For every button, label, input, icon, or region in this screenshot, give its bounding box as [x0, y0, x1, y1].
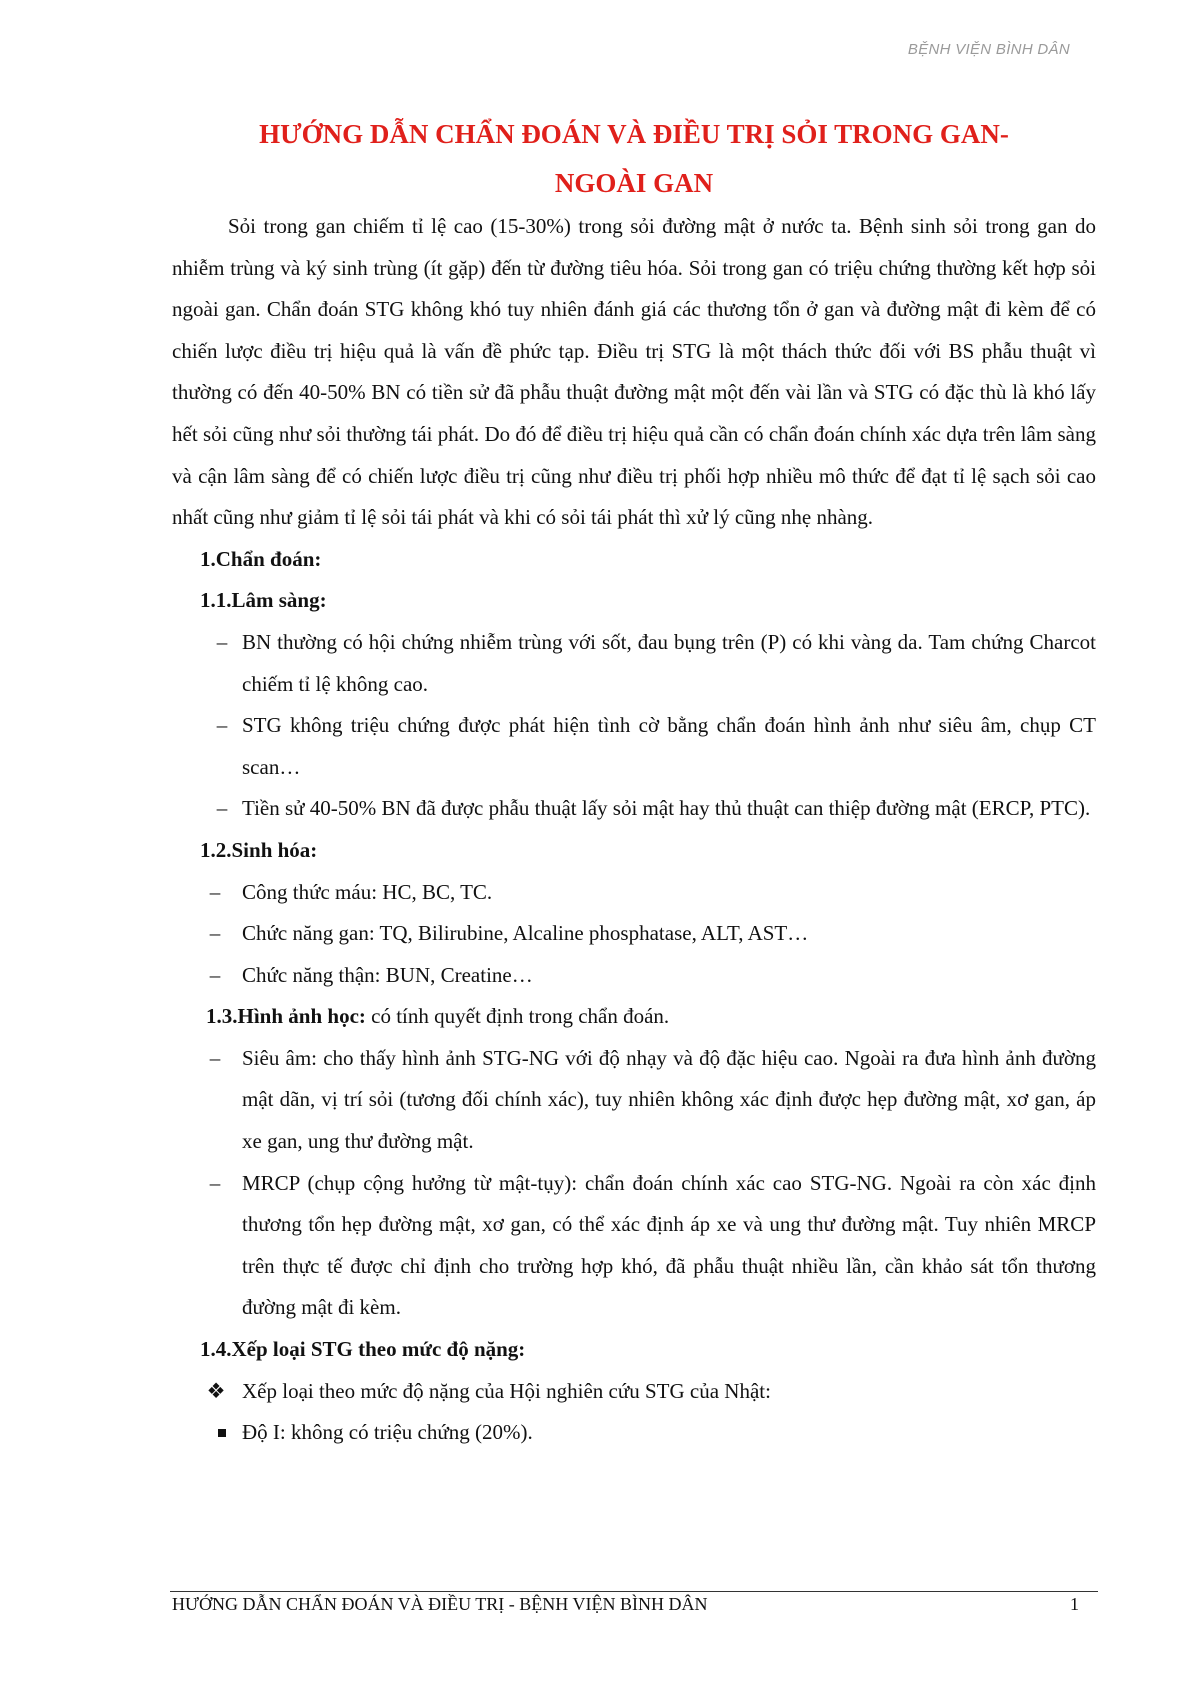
section-heading-1-4: 1.4.Xếp loại STG theo mức độ nặng: — [200, 1337, 526, 1362]
footer-title: HƯỚNG DẪN CHẨN ĐOÁN VÀ ĐIỀU TRỊ - BỆNH VIỆN BÌNH DÂN — [172, 1594, 708, 1614]
imaging-list — [172, 1038, 1096, 1329]
section-heading-1-1: 1.1.Lâm sàng: — [200, 588, 327, 613]
list-item: – STG không triệu chứng được phát hiện tình cờ bằng chẩn đoán hình ảnh như siêu âm, chụp CT scan… — [172, 705, 1096, 788]
dash-marker: – — [209, 921, 221, 946]
document-title — [172, 110, 1096, 208]
dash-marker: – — [209, 879, 221, 904]
classification-intro: ❖ Xếp loại theo mức độ nặng của Hội nghiên cứu STG của Nhật: — [172, 1371, 1096, 1413]
footer-divider — [170, 1591, 1098, 1592]
list-item: – Chức năng gan: TQ, Bilirubine, Alcaline phosphatase, ALT, AST… — [172, 913, 1096, 955]
list-item: – Công thức máu: HC, BC, TC. — [172, 872, 1096, 914]
title-line-1: HƯỚNG DẪN CHẨN ĐOÁN VÀ ĐIỀU TRỊ SỎI TRONG GAN- — [259, 119, 1009, 149]
section-heading-1-3-label: 1.3.Hình ảnh học: — [206, 1004, 366, 1029]
classification-grade-1: Độ I: không có triệu chứng (20%). — [172, 1412, 1096, 1454]
section-heading-1: 1.Chẩn đoán: — [200, 546, 322, 571]
running-header: BỆNH VIỆN BÌNH DÂN — [907, 41, 1070, 58]
list-item: – MRCP (chụp cộng hưởng từ mật-tụy): chẩn đoán chính xác cao STG-NG. Ngoài ra còn xác định thương tổn hẹp đường mật, xơ gan, có thể xác định áp xe và ung thư đường mật. Tuy nhiên MRCP trên thực tế được chỉ định cho trường hợp khó, đã phẫu thuật nhiều lần, cần khảo sát tổn thương đường mật đi kèm. — [172, 1163, 1096, 1329]
dash-marker: – — [209, 1170, 221, 1195]
list-item: – Siêu âm: cho thấy hình ảnh STG-NG với độ nhạy và độ đặc hiệu cao. Ngoài ra đưa hình ảnh đường mật dãn, vị trí sỏi (tương đối chính xác), tuy nhiên không xác định được hẹp đường mật, xơ gan, áp xe gan, ung thư đường mật. — [172, 1038, 1096, 1163]
dash-marker: – — [209, 1045, 221, 1070]
section-heading-1-3-text: có tính quyết định trong chẩn đoán. — [365, 1004, 670, 1029]
diamond-bullet-icon: ❖ — [206, 1378, 226, 1403]
page-number: 1 — [1070, 1594, 1079, 1614]
dash-marker: – — [216, 796, 228, 821]
section-heading-1-2: 1.2.Sinh hóa: — [200, 837, 318, 862]
list-item: – Tiền sử 40-50% BN đã được phẫu thuật lấy sỏi mật hay thủ thuật can thiệp đường mật (ERCP, PTC). — [172, 788, 1096, 830]
intro-paragraph: Sỏi trong gan chiếm tỉ lệ cao (15-30%) trong sỏi đường mật ở nước ta. Bệnh sinh sỏi trong gan do nhiễm trùng và ký sinh trùng (ít gặp) đến từ đường tiêu hóa. Sỏi trong gan có triệu chứng thường kết hợp sỏi ngoài gan. Chẩn đoán STG không khó tuy nhiên đánh giá các thương tổn ở gan và đường mật đi kèm để có chiến lược điều trị hiệu quả là vấn đề phức tạp. Điều trị STG là một thách thức đối với BS phẫu thuật vì thường có đến 40-50% BN có tiền sử đã phẫu thuật đường mật một đến vài lần và STG có đặc thù là khó lấy hết sỏi cũng như sỏi thường tái phát. Do đó để điều trị hiệu quả cần có chẩn đoán chính xác dựa trên lâm sàng và cận lâm sàng để có chiến lược điều trị cũng như điều trị phối hợp nhiều mô thức để đạt tỉ lệ sạch sỏi cao nhất cũng như giảm tỉ lệ sỏi tái phát và khi có sỏi tái phát thì xử lý cũng nhẹ nhàng. — [172, 214, 1096, 530]
square-bullet-icon — [218, 1429, 226, 1437]
dash-marker: – — [209, 962, 221, 987]
list-item: – BN thường có hội chứng nhiễm trùng với sốt, đau bụng trên (P) có khi vàng da. Tam chứng Charcot chiếm tỉ lệ không cao. — [172, 622, 1096, 705]
title-line-2: NGOÀI GAN — [554, 168, 714, 198]
list-item: – Chức năng thận: BUN, Creatine… — [172, 955, 1096, 997]
dash-marker: – — [216, 713, 228, 738]
document-body — [172, 206, 1096, 1454]
dash-marker: – — [216, 629, 228, 654]
clinical-list — [172, 622, 1096, 830]
biochemistry-list — [172, 872, 1096, 997]
section-heading-1-3 — [172, 996, 1096, 1038]
